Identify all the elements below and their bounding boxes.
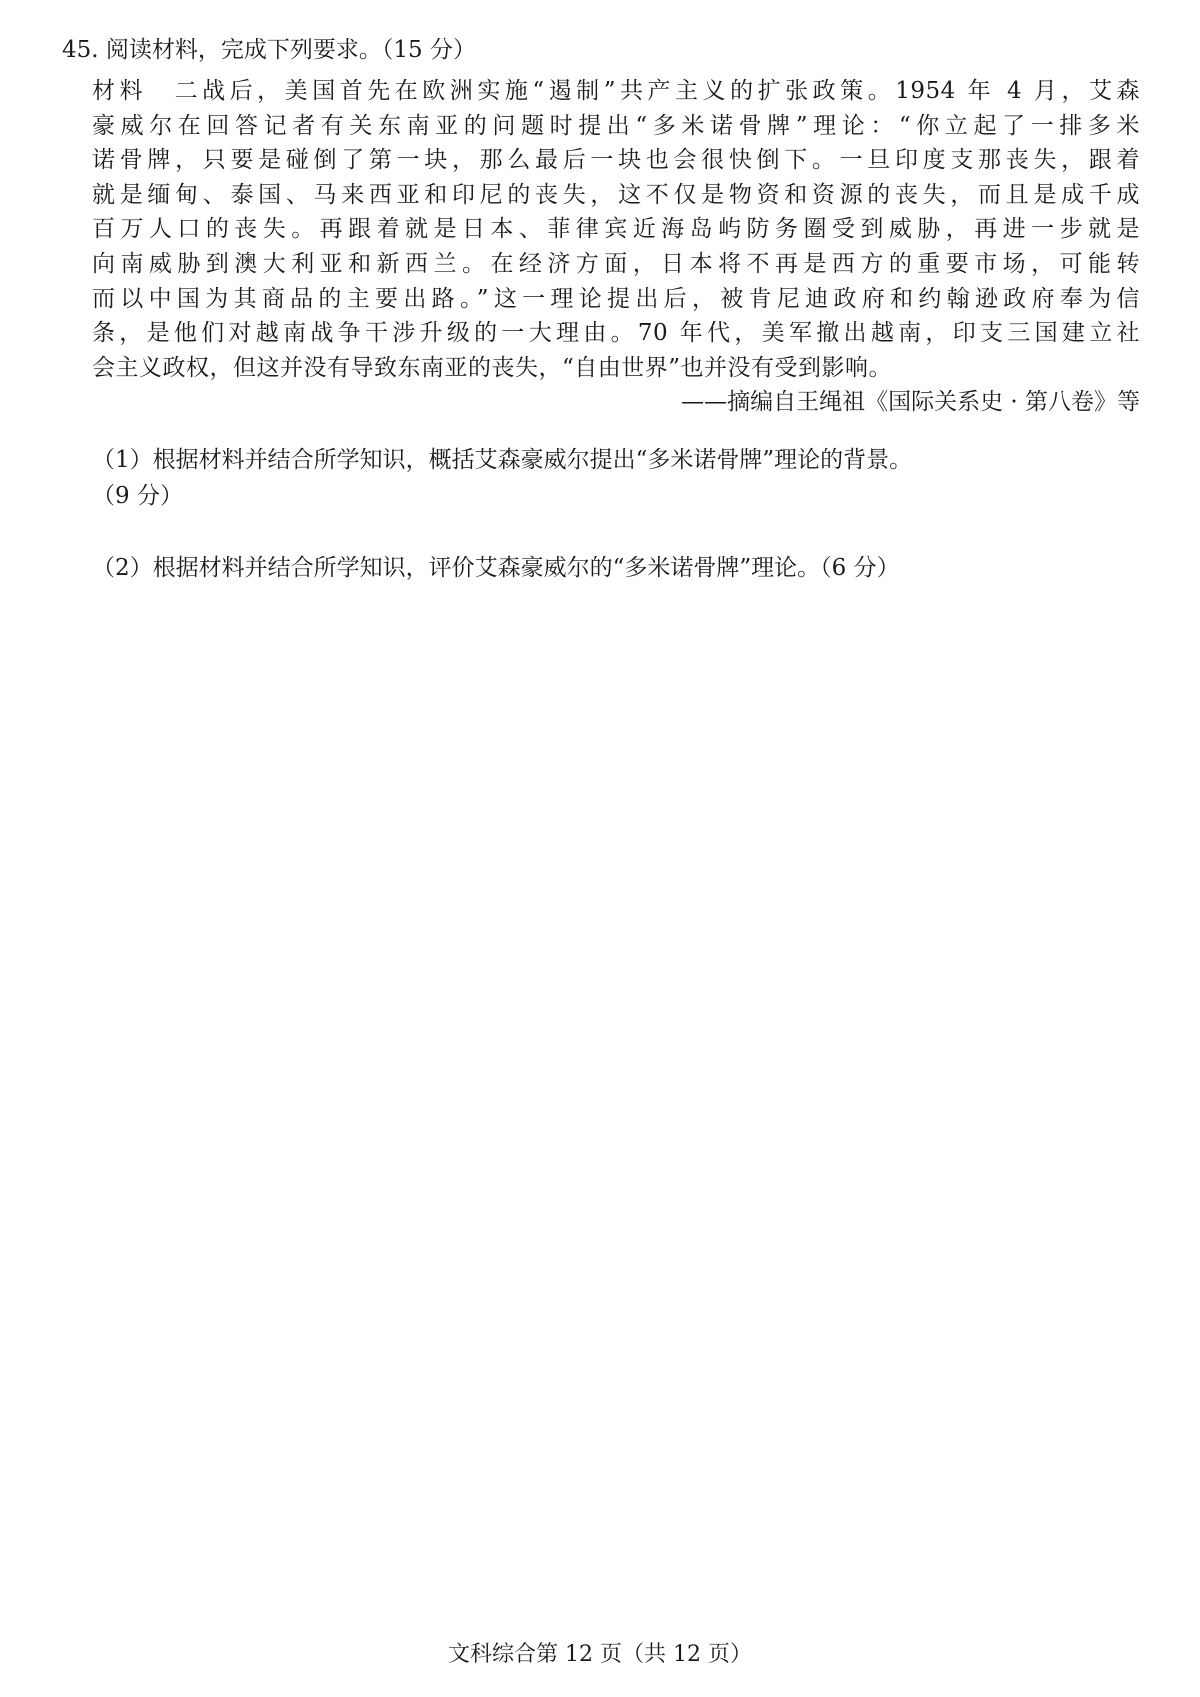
material-source: ——摘编自王绳祖《国际关系史 · 第八卷》等 xyxy=(681,389,1140,416)
material-line: 就是缅甸、泰国、马来西亚和印尼的丧失，这不仅是物资和资源的丧失，而且是成千成 xyxy=(92,181,1140,208)
material-line: 而以中国为其商品的主要出路。”这一理论提出后，被肯尼迪政府和约翰逊政府奉为信 xyxy=(92,285,1140,312)
material-line: 豪威尔在回答记者有关东南亚的问题时提出“多米诺骨牌”理论：“你立起了一排多米 xyxy=(92,112,1140,139)
material-line: 会主义政权，但这并没有导致东南亚的丧失，“自由世界”也并没有受到影响。 xyxy=(92,354,893,381)
material-line: 百万人口的丧失。再跟着就是日本、菲律宾近海岛屿防务圈受到威胁，再进一步就是 xyxy=(92,216,1140,243)
question-header: 45. 阅读材料，完成下列要求。（15 分） xyxy=(62,37,476,63)
sub-question-1-points: （9 分） xyxy=(92,483,183,509)
material-line: 条，是他们对越南战争干涉升级的一大理由。70 年代，美军撤出越南，印支三国建立社 xyxy=(92,320,1140,347)
sub-question-1: （1）根据材料并结合所学知识，概括艾森豪威尔提出“多米诺骨牌”理论的背景。 xyxy=(92,447,913,473)
material-line: 诺骨牌，只要是碰倒了第一块，那么最后一块也会很快倒下。一旦印度支那丧失，跟着 xyxy=(92,147,1140,174)
material-line: 向南威胁到澳大利亚和新西兰。在经济方面，日本将不再是西方的重要市场，可能转 xyxy=(92,250,1140,277)
sub-question-2: （2）根据材料并结合所学知识，评价艾森豪威尔的“多米诺骨牌”理论。（6 分） xyxy=(92,555,900,581)
page-footer: 文科综合第 12 页（共 12 页） xyxy=(448,1642,752,1667)
material-passage xyxy=(92,74,1140,420)
material-line: 材料 二战后，美国首先在欧洲实施“遏制”共产主义的扩张政策。1954 年 4 月，艾森 xyxy=(92,78,1140,104)
